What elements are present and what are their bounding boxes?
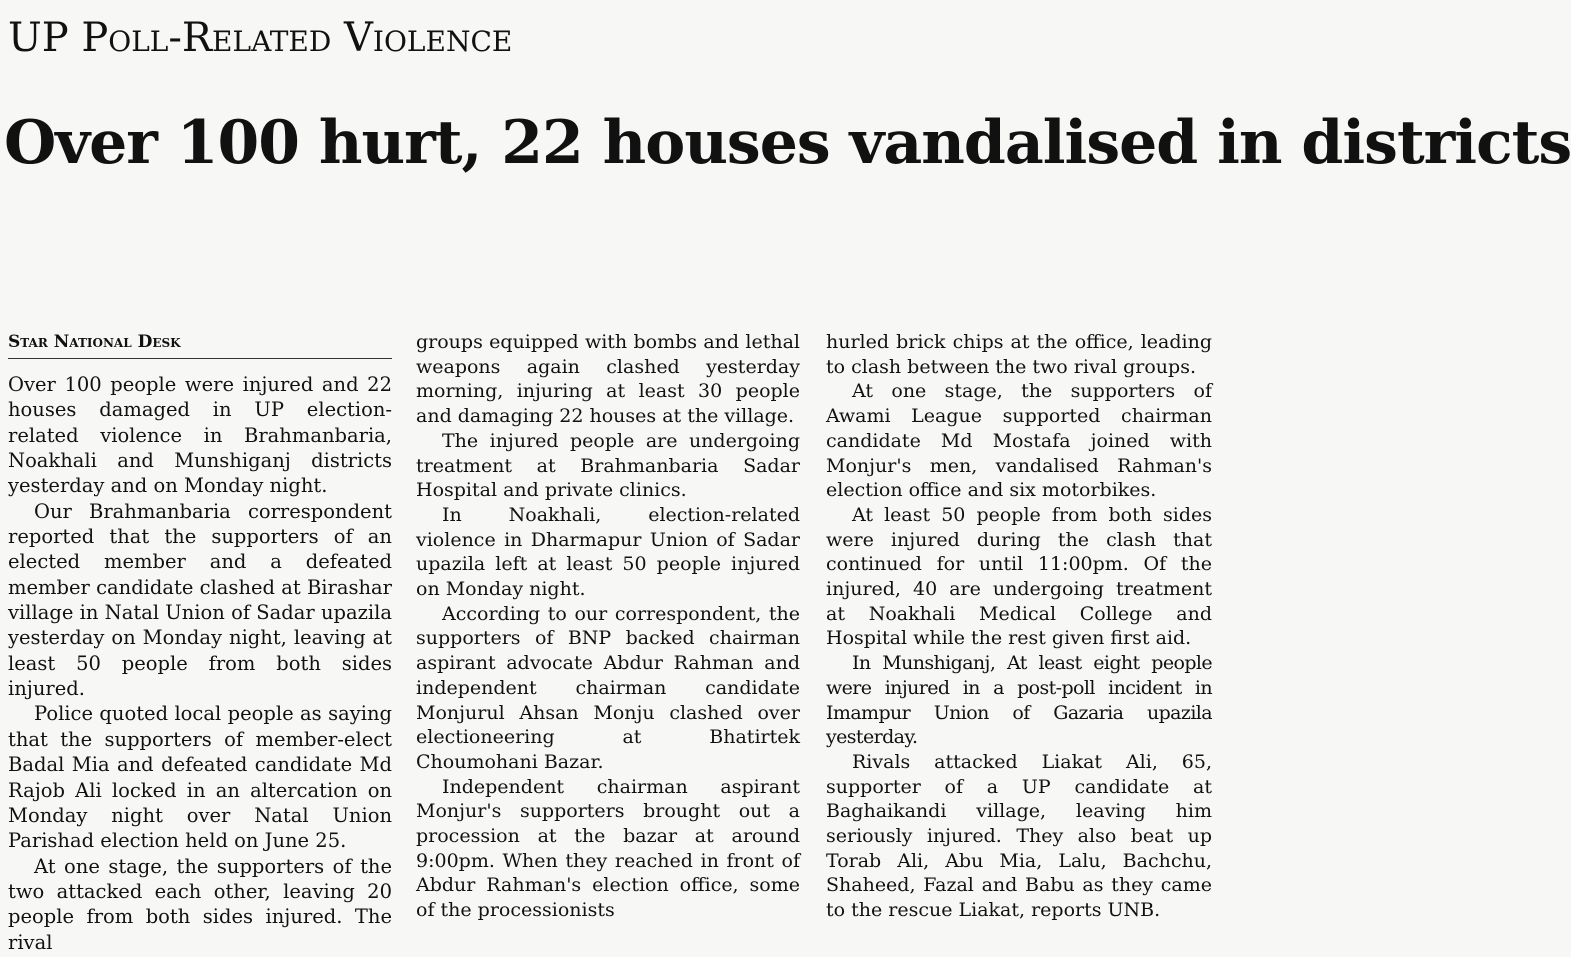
paragraph: In Munshiganj, At least eight people were injured in a post-poll incident in Imampur Union of Gazaria upazila yesterday.: [826, 652, 1212, 749]
paragraph: According to our correspondent, the supporters of BNP backed chairman aspirant advocate Abdur Rahman and independent chairman candidate Monjurul Ahsan Monju clashed over electioneering at Bhatirtek Choumohani Bazar.: [416, 602, 800, 773]
column-2: [416, 330, 800, 923]
paragraph: Police quoted local people as saying that the supporters of member-elect Badal Mia and defeated candidate Md Rajob Ali locked in an altercation on Monday night over Natal Union Parishad election held on June 25.: [8, 702, 392, 853]
paragraph: The injured people are undergoing treatment at Brahmanbaria Sadar Hospital and private clinics.: [416, 429, 800, 502]
paragraph: Independent chairman aspirant Monjur's supporters brought out a procession at the bazar at around 9:00pm. When they reached in front of Abdur Rahman's election office, some of the processionists: [416, 775, 800, 922]
paragraph: At least 50 people from both sides were injured during the clash that continued for until 11:00pm. Of the injured, 40 are undergoing treatment at Noakhali Medical College and Hospital while the rest given first aid.: [826, 503, 1212, 650]
paragraph: groups equipped with bombs and lethal weapons again clashed yesterday morning, injuring at least 30 people and damaging 22 houses at the village.: [416, 331, 800, 428]
paragraph: Over 100 people were injured and 22 houses damaged in UP election-related violence in Brahmanbaria, Noakhali and Munshiganj districts yesterday and on Monday night.: [8, 373, 392, 498]
paragraph: Our Brahmanbaria correspondent reported that the supporters of an elected member and a defeated member candidate clashed at Birashar village in Natal Union of Sadar upazila yesterday on Monday night, leaving at least 50 people from both sides injured.: [8, 499, 392, 701]
column-1: [8, 372, 392, 955]
column-3: [826, 330, 1212, 923]
headline: Over 100 hurt, 22 houses vandalised in districts: [4, 108, 1571, 178]
paragraph: At one stage, the supporters of the two attacked each other, leaving 20 people from both sides injured. The rival: [8, 854, 392, 954]
paragraph: At one stage, the supporters of Awami League supported chairman candidate Md Mostafa joined with Monjur's men, vandalised Rahman's election office and six motorbikes.: [826, 380, 1212, 502]
byline: Star National Desk: [8, 332, 392, 359]
paragraph: Rivals attacked Liakat Ali, 65, supporter of a UP candidate at Baghaikandi village, leaving him seriously injured. They also beat up Torab Ali, Abu Mia, Lalu, Bachchu, Shaheed, Fazal and Babu as they came to the rescue Liakat, reports UNB.: [826, 750, 1212, 922]
paragraph: In Noakhali, election-related violence in Dharmapur Union of Sadar upazila left at least 50 people injured on Monday night.: [416, 503, 800, 601]
kicker: UP Poll-Related Violence: [8, 15, 513, 61]
paragraph: hurled brick chips at the office, leading to clash between the two rival groups.: [826, 331, 1212, 378]
